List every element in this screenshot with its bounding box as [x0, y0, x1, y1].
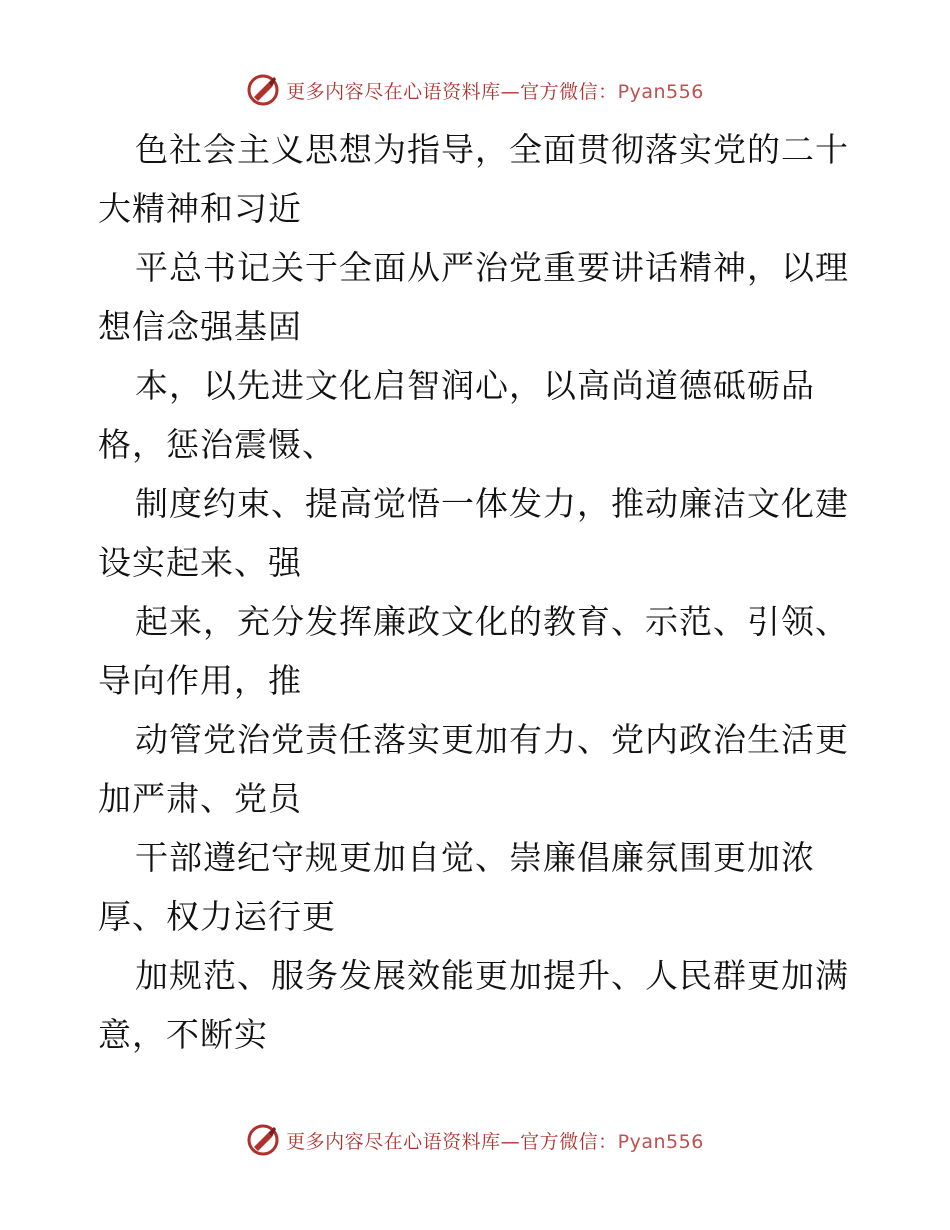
text-line: 大精神和习近 — [98, 189, 302, 228]
footer-banner — [0, 1120, 950, 1160]
text-line: 格，惩治震慑、 — [98, 425, 336, 464]
footer-banner-text — [286, 1127, 704, 1154]
text-line: 加规范、服务发展效能更加提升、人民群更加满 — [135, 956, 849, 995]
text-line: 设实起来、强 — [98, 543, 302, 582]
text-line: 干部遵纪守规更加自觉、崇廉倡廉氛围更加浓 — [135, 838, 815, 877]
document-body — [98, 120, 858, 1064]
header-banner — [0, 70, 950, 110]
text-line: 起来，充分发挥廉政文化的教育、示范、引领、 — [135, 602, 849, 641]
text-line: 本，以先进文化启智润心，以高尚道德砥砺品 — [135, 366, 815, 405]
text-line: 意，不断实 — [98, 1015, 268, 1054]
text-line: 色社会主义思想为指导，全面贯彻落实党的二十 — [135, 130, 849, 169]
text-line: 制度约束、提高觉悟一体发力，推动廉洁文化建 — [135, 484, 849, 523]
footer-banner-label: 更多内容尽在心语资料库—官方微信： — [286, 1130, 618, 1153]
pen-logo-icon — [246, 1123, 280, 1157]
footer-wechat-id: Pyan556 — [617, 1130, 704, 1153]
text-line: 想信念强基固 — [98, 307, 302, 346]
text-line: 厚、权力运行更 — [98, 897, 336, 936]
header-wechat-id: Pyan556 — [617, 80, 704, 103]
header-banner-text — [286, 77, 704, 104]
text-line: 导向作用，推 — [98, 661, 302, 700]
text-line: 加严肃、党员 — [98, 779, 302, 818]
header-banner-label: 更多内容尽在心语资料库—官方微信： — [286, 80, 618, 103]
text-line: 平总书记关于全面从严治党重要讲话精神，以理 — [135, 248, 849, 287]
pen-logo-icon — [246, 73, 280, 107]
text-line: 动管党治党责任落实更加有力、党内政治生活更 — [135, 720, 849, 759]
